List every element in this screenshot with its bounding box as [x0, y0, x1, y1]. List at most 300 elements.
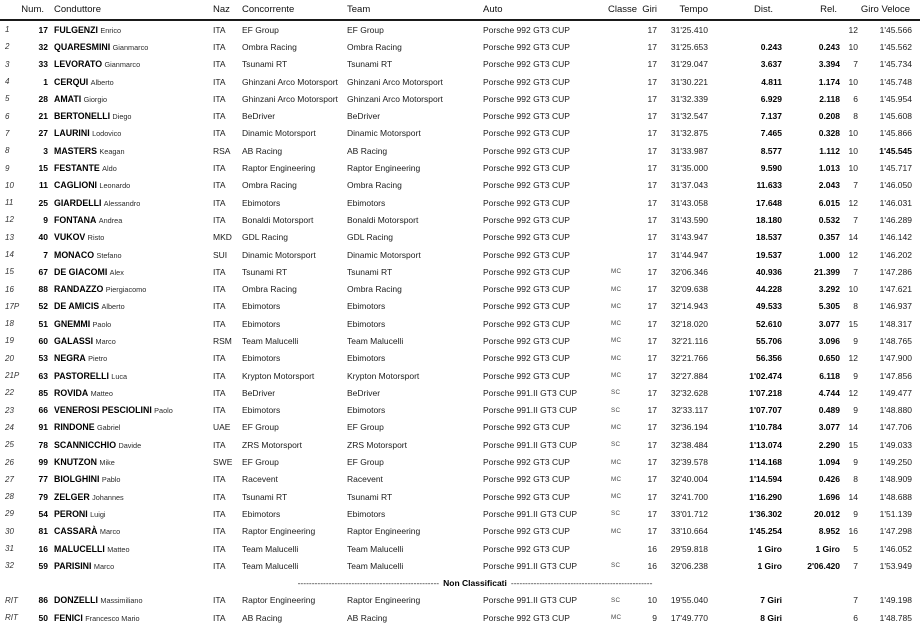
- total-time-cell: 31'43.058: [670, 197, 708, 208]
- laps-cell: 17: [647, 474, 657, 485]
- interval-cell: 0.357: [818, 232, 840, 243]
- table-row: [0, 315, 920, 332]
- interval-cell: 1.112: [819, 145, 840, 156]
- gap-cell: 1'10.784: [749, 422, 782, 433]
- gap-cell: 1'14.594: [749, 474, 782, 485]
- laps-cell: 17: [647, 41, 657, 52]
- interval-cell: 1.094: [818, 457, 840, 468]
- driver-surname: NEGRA: [54, 353, 86, 364]
- fastest-lap-time-cell: 1'48.909: [879, 474, 912, 485]
- position-cell: 12: [5, 215, 14, 225]
- car-cell: Porsche 992 GT3 CUP: [483, 24, 570, 35]
- interval-cell: 4.744: [818, 387, 840, 398]
- car-number-cell: 33: [38, 59, 48, 70]
- driver-surname: MASTERS: [54, 145, 98, 156]
- separator-label: Non Classificati: [443, 578, 507, 589]
- table-row: [0, 557, 920, 574]
- gap-cell: 0.243: [760, 41, 782, 52]
- total-time-cell: 31'32.339: [670, 93, 708, 104]
- laps-cell: 17: [647, 526, 657, 537]
- entrant-cell: EF Group: [242, 457, 279, 468]
- driver-cell: [48, 457, 213, 467]
- laps-cell: 17: [647, 266, 657, 277]
- driver-firstname: Alessandro: [103, 198, 141, 208]
- total-time-cell: 32'18.020: [670, 318, 708, 329]
- entrant-cell: Raptor Engineering: [242, 526, 316, 537]
- fastest-lap-lap-cell: 9: [853, 508, 858, 519]
- laps-cell: 17: [647, 145, 657, 156]
- fastest-lap-time-cell: 1'45.748: [879, 76, 912, 87]
- team-cell: EF Group: [347, 457, 384, 468]
- driver-surname: SCANNICCHIO: [54, 439, 117, 450]
- table-row: [0, 402, 920, 419]
- gap-cell: 1'13.074: [749, 439, 782, 450]
- nationality-cell: ITA: [213, 128, 226, 139]
- fastest-lap-time-cell: 1'48.317: [879, 318, 912, 329]
- car-number-cell: 21: [38, 111, 48, 122]
- nationality-cell: ITA: [213, 93, 226, 104]
- gap-cell: 9.590: [760, 163, 782, 174]
- gap-cell: 8.577: [760, 145, 782, 156]
- nationality-cell: RSA: [213, 145, 231, 156]
- car-number-cell: 50: [38, 612, 48, 623]
- interval-cell: 3.077: [818, 318, 840, 329]
- team-cell: Ombra Racing: [347, 284, 402, 295]
- position-cell: 26: [5, 457, 14, 467]
- total-time-cell: 32'32.628: [670, 387, 708, 398]
- total-time-cell: 31'30.221: [670, 76, 708, 87]
- gap-cell: 8 Giri: [760, 612, 782, 623]
- nationality-cell: ITA: [213, 197, 226, 208]
- car-cell: Porsche 992 GT3 CUP: [483, 543, 570, 554]
- nationality-cell: ITA: [213, 266, 226, 277]
- driver-firstname: Alex: [109, 267, 124, 277]
- entrant-cell: GDL Racing: [242, 232, 288, 243]
- fastest-lap-lap-cell: 7: [853, 560, 858, 571]
- car-number-cell: 99: [38, 457, 48, 468]
- laps-cell: 10: [647, 595, 657, 606]
- driver-firstname: Giorgio: [83, 94, 108, 104]
- driver-surname: PERONI: [54, 508, 88, 519]
- table-row: [0, 280, 920, 297]
- car-cell: Porsche 992 GT3 CUP: [483, 457, 570, 468]
- driver-cell: [48, 232, 213, 242]
- driver-surname: DE AMICIS: [54, 301, 100, 312]
- interval-cell: 1.174: [818, 76, 840, 87]
- fastest-lap-lap-cell: 12: [848, 249, 858, 260]
- car-cell: Porsche 991.II GT3 CUP: [483, 595, 578, 606]
- entrant-cell: Tsunami RT: [242, 59, 288, 70]
- table-row: [0, 142, 920, 159]
- gap-cell: 1'07.707: [749, 405, 782, 416]
- team-cell: Tsunami RT: [347, 491, 393, 502]
- car-cell: Porsche 992 GT3 CUP: [483, 422, 570, 433]
- entrant-cell: Ombra Racing: [242, 41, 297, 52]
- total-time-cell: 32'09.638: [670, 284, 708, 295]
- driver-firstname: Alberto: [101, 302, 125, 312]
- fastest-lap-time-cell: 1'45.866: [879, 128, 912, 139]
- car-number-cell: 63: [38, 370, 48, 381]
- entrant-cell: Team Malucelli: [242, 560, 299, 571]
- fastest-lap-lap-cell: 15: [848, 318, 858, 329]
- driver-cell: [48, 422, 213, 432]
- class-cell: MC: [611, 354, 622, 362]
- driver-firstname: Gabriel: [96, 423, 121, 433]
- car-cell: Porsche 992 GT3 CUP: [483, 491, 570, 502]
- driver-cell: [48, 561, 213, 571]
- team-cell: Tsunami RT: [347, 59, 393, 70]
- driver-firstname: Piergiacomo: [105, 285, 147, 295]
- team-cell: Krypton Motorsport: [347, 370, 420, 381]
- driver-cell: [48, 180, 213, 190]
- entrant-cell: Ebimotors: [242, 197, 281, 208]
- position-cell: 30: [5, 526, 14, 536]
- driver-firstname: Lodovico: [92, 129, 122, 139]
- interval-cell: 5.305: [818, 301, 840, 312]
- car-cell: Porsche 992 GT3 CUP: [483, 249, 570, 260]
- fastest-lap-time-cell: 1'53.949: [879, 560, 912, 571]
- total-time-cell: 32'40.004: [670, 474, 708, 485]
- interval-cell: 6.015: [818, 197, 840, 208]
- driver-cell: [48, 59, 213, 69]
- team-cell: Dinamic Motorsport: [347, 249, 421, 260]
- header-rel: Rel.: [820, 4, 837, 15]
- gap-cell: 52.610: [756, 318, 782, 329]
- driver-firstname: Matteo: [90, 388, 113, 398]
- fastest-lap-time-cell: 1'45.545: [879, 145, 912, 156]
- total-time-cell: 33'01.712: [670, 508, 708, 519]
- gap-cell: 56.356: [756, 353, 782, 364]
- class-cell: MC: [611, 475, 622, 483]
- driver-surname: KNUTZON: [54, 457, 98, 468]
- driver-cell: [48, 25, 213, 35]
- driver-firstname: Aldo: [102, 164, 117, 174]
- entrant-cell: AB Racing: [242, 145, 283, 156]
- entrant-cell: Raptor Engineering: [242, 163, 316, 174]
- entrant-cell: Ghinzani Arco Motorsport: [242, 76, 338, 87]
- header-classe: Classe: [608, 4, 638, 15]
- interval-cell: 1 Giro: [815, 543, 840, 554]
- gap-cell: 1'45.254: [749, 526, 782, 537]
- driver-cell: [48, 544, 213, 554]
- gap-cell: 49.533: [756, 301, 782, 312]
- driver-cell: [48, 319, 213, 329]
- table-row: [0, 505, 920, 522]
- car-number-cell: 7: [43, 249, 48, 260]
- table-row: [0, 211, 920, 228]
- nationality-cell: UAE: [213, 422, 231, 433]
- nationality-cell: ITA: [213, 214, 226, 225]
- entrant-cell: Team Malucelli: [242, 335, 299, 346]
- total-time-cell: 31'25.653: [670, 41, 708, 52]
- driver-firstname: Enrico: [100, 25, 122, 35]
- car-number-cell: 78: [38, 439, 48, 450]
- header-tempo: Tempo: [679, 4, 708, 15]
- car-cell: Porsche 992 GT3 CUP: [483, 526, 570, 537]
- entrant-cell: Dinamic Motorsport: [242, 128, 316, 139]
- position-cell: 3: [5, 59, 10, 69]
- laps-cell: 17: [647, 318, 657, 329]
- total-time-cell: 32'27.884: [670, 370, 708, 381]
- car-cell: Porsche 992 GT3 CUP: [483, 163, 570, 174]
- table-row: [0, 419, 920, 436]
- fastest-lap-time-cell: 1'47.298: [879, 526, 912, 537]
- entrant-cell: Racevent: [242, 474, 278, 485]
- interval-cell: 0.426: [818, 474, 840, 485]
- team-cell: Ebimotors: [347, 508, 386, 519]
- fastest-lap-time-cell: 1'48.688: [879, 491, 912, 502]
- nationality-cell: ITA: [213, 180, 226, 191]
- driver-cell: [48, 77, 213, 87]
- class-cell: MC: [611, 285, 622, 293]
- driver-cell: [48, 336, 213, 346]
- driver-cell: [48, 42, 213, 52]
- driver-cell: [48, 94, 213, 104]
- fastest-lap-lap-cell: 16: [848, 526, 858, 537]
- fastest-lap-lap-cell: 7: [853, 59, 858, 70]
- driver-cell: [48, 250, 213, 260]
- car-cell: Porsche 992 GT3 CUP: [483, 612, 570, 623]
- fastest-lap-time-cell: 1'46.202: [879, 249, 912, 260]
- car-number-cell: 86: [38, 595, 48, 606]
- table-row: [0, 125, 920, 142]
- driver-firstname: Davide: [118, 440, 142, 450]
- driver-surname: VUKOV: [54, 232, 86, 243]
- fastest-lap-lap-cell: 10: [848, 284, 858, 295]
- laps-cell: 17: [647, 214, 657, 225]
- driver-cell: [48, 215, 213, 225]
- fastest-lap-lap-cell: 12: [848, 24, 858, 35]
- nationality-cell: ITA: [213, 508, 226, 519]
- total-time-cell: 31'32.547: [670, 111, 708, 122]
- interval-cell: 21.399: [814, 266, 840, 277]
- driver-firstname: Diego: [112, 112, 132, 122]
- entrant-cell: Bonaldi Motorsport: [242, 214, 314, 225]
- nationality-cell: ITA: [213, 284, 226, 295]
- car-number-cell: 88: [38, 284, 48, 295]
- car-cell: Porsche 992 GT3 CUP: [483, 370, 570, 381]
- table-row: [0, 90, 920, 107]
- position-cell: 15: [5, 267, 14, 277]
- car-number-cell: 9: [43, 214, 48, 225]
- total-time-cell: 32'21.766: [670, 353, 708, 364]
- separator-dashes-right: --------------------------------------------------: [510, 578, 653, 589]
- fastest-lap-time-cell: 1'45.717: [879, 163, 912, 174]
- interval-cell: 1.000: [818, 249, 840, 260]
- gap-cell: 6.929: [760, 93, 782, 104]
- gap-cell: 4.811: [761, 76, 782, 87]
- driver-surname: MALUCELLI: [54, 543, 105, 554]
- driver-firstname: Gianmarco: [112, 42, 149, 52]
- gap-cell: 44.228: [756, 284, 782, 295]
- position-cell: RIT: [5, 595, 18, 605]
- car-number-cell: 11: [39, 180, 48, 191]
- driver-firstname: Marco: [93, 561, 115, 571]
- car-cell: Porsche 992 GT3 CUP: [483, 128, 570, 139]
- fastest-lap-lap-cell: 12: [848, 387, 858, 398]
- team-cell: Racevent: [347, 474, 383, 485]
- laps-cell: 17: [647, 508, 657, 519]
- team-cell: EF Group: [347, 422, 384, 433]
- total-time-cell: 32'06.238: [670, 560, 708, 571]
- gap-cell: 1'02.474: [749, 370, 782, 381]
- driver-surname: VENEROSI PESCIOLINI: [54, 405, 152, 416]
- total-time-cell: 32'21.116: [671, 335, 708, 346]
- driver-firstname: Pablo: [101, 475, 121, 485]
- total-time-cell: 19'55.040: [670, 595, 708, 606]
- car-cell: Porsche 992 GT3 CUP: [483, 214, 570, 225]
- interval-cell: 3.394: [818, 59, 840, 70]
- driver-cell: [48, 128, 213, 138]
- team-cell: Bonaldi Motorsport: [347, 214, 419, 225]
- fastest-lap-lap-cell: 7: [853, 266, 858, 277]
- nationality-cell: ITA: [213, 111, 226, 122]
- total-time-cell: 31'33.987: [670, 145, 708, 156]
- position-cell: 32: [5, 561, 14, 571]
- table-row: [0, 229, 920, 246]
- car-cell: Porsche 992 GT3 CUP: [483, 111, 570, 122]
- total-time-cell: 32'41.700: [670, 491, 708, 502]
- fastest-lap-time-cell: 1'49.033: [879, 439, 912, 450]
- total-time-cell: 31'44.947: [670, 249, 708, 260]
- nationality-cell: ITA: [213, 318, 226, 329]
- driver-firstname: Matteo: [107, 544, 130, 554]
- position-cell: 19: [5, 336, 14, 346]
- driver-surname: GNEMMI: [54, 318, 91, 329]
- team-cell: Ghinzani Arco Motorsport: [347, 76, 443, 87]
- entrant-cell: Team Malucelli: [242, 543, 299, 554]
- header-naz: Naz: [213, 4, 230, 15]
- driver-cell: [48, 492, 213, 502]
- header-dist: Dist.: [754, 4, 773, 15]
- table-row: [0, 298, 920, 315]
- position-cell: 28: [5, 492, 14, 502]
- driver-surname: PASTORELLI: [54, 370, 109, 381]
- driver-cell: [48, 509, 213, 519]
- position-cell: 16: [5, 284, 14, 294]
- fastest-lap-lap-cell: 8: [853, 111, 858, 122]
- total-time-cell: 32'38.484: [670, 439, 708, 450]
- driver-cell: [48, 111, 213, 121]
- position-cell: 18: [5, 319, 14, 329]
- driver-surname: QUARESMINI: [54, 41, 111, 52]
- laps-cell: 17: [647, 24, 657, 35]
- entrant-cell: Tsunami RT: [242, 491, 288, 502]
- driver-cell: [48, 595, 213, 605]
- gap-cell: 1'16.290: [749, 491, 782, 502]
- driver-surname: BERTONELLI: [54, 111, 111, 122]
- car-cell: Porsche 992 GT3 CUP: [483, 318, 570, 329]
- team-cell: Ombra Racing: [347, 41, 402, 52]
- driver-firstname: Johannes: [92, 492, 124, 502]
- laps-cell: 17: [647, 387, 657, 398]
- driver-surname: FULGENZI: [54, 24, 98, 35]
- header-conduttore: Conduttore: [54, 4, 102, 15]
- laps-cell: 17: [647, 284, 657, 295]
- driver-cell: [48, 163, 213, 173]
- nationality-cell: ITA: [213, 439, 226, 450]
- results-table-body: [0, 21, 920, 626]
- separator-dashes-left: --------------------------------------------------: [297, 578, 440, 589]
- car-cell: Porsche 991.II GT3 CUP: [483, 508, 578, 519]
- header-giro-veloce: Giro Veloce: [860, 4, 910, 15]
- gap-cell: 1'36.302: [749, 508, 782, 519]
- team-cell: Ebimotors: [347, 197, 386, 208]
- interval-cell: 0.489: [818, 405, 840, 416]
- team-cell: Team Malucelli: [347, 335, 404, 346]
- fastest-lap-time-cell: 1'49.250: [879, 457, 912, 468]
- position-cell: 1: [5, 25, 10, 35]
- entrant-cell: ZRS Motorsport: [242, 439, 302, 450]
- car-number-cell: 25: [38, 197, 48, 208]
- class-cell: SC: [611, 510, 621, 518]
- laps-cell: 16: [647, 543, 657, 554]
- total-time-cell: 32'33.117: [671, 405, 708, 416]
- driver-firstname: Andrea: [98, 215, 123, 225]
- gap-cell: 18.180: [756, 214, 782, 225]
- team-cell: Raptor Engineering: [347, 526, 421, 537]
- car-number-cell: 81: [38, 526, 48, 537]
- driver-cell: [48, 613, 213, 623]
- driver-cell: [48, 371, 213, 381]
- car-number-cell: 79: [38, 491, 48, 502]
- gap-cell: 1 Giro: [757, 543, 782, 554]
- interval-cell: 0.328: [818, 128, 840, 139]
- laps-cell: 17: [647, 163, 657, 174]
- position-cell: 2: [5, 42, 10, 52]
- car-number-cell: 32: [38, 41, 48, 52]
- fastest-lap-lap-cell: 9: [853, 405, 858, 416]
- fastest-lap-time-cell: 1'46.142: [879, 232, 912, 243]
- nationality-cell: ITA: [213, 526, 226, 537]
- car-cell: Porsche 991.II GT3 CUP: [483, 405, 578, 416]
- car-number-cell: 53: [38, 353, 48, 364]
- position-cell: 13: [5, 232, 14, 242]
- car-number-cell: 66: [38, 405, 48, 416]
- nationality-cell: ITA: [213, 387, 226, 398]
- car-number-cell: 51: [38, 318, 48, 329]
- driver-firstname: Leonardo: [99, 181, 131, 191]
- total-time-cell: 32'06.346: [670, 266, 708, 277]
- nationality-cell: ITA: [213, 163, 226, 174]
- gap-cell: 1'14.168: [749, 457, 782, 468]
- class-cell: SC: [611, 596, 621, 604]
- fastest-lap-time-cell: 1'49.477: [879, 387, 912, 398]
- team-cell: Team Malucelli: [347, 543, 404, 554]
- interval-cell: 0.650: [818, 353, 840, 364]
- car-number-cell: 52: [38, 301, 48, 312]
- interval-cell: 3.077: [818, 422, 840, 433]
- fastest-lap-lap-cell: 12: [848, 197, 858, 208]
- laps-cell: 17: [647, 370, 657, 381]
- driver-firstname: Paolo: [92, 319, 112, 329]
- driver-firstname: Pietro: [88, 354, 108, 364]
- position-cell: 6: [5, 111, 10, 121]
- table-row: [0, 367, 920, 384]
- team-cell: Ebimotors: [347, 301, 386, 312]
- driver-surname: RINDONE: [54, 422, 95, 433]
- header-row: [0, 0, 920, 21]
- nationality-cell: ITA: [213, 353, 226, 364]
- team-cell: BeDriver: [347, 111, 381, 122]
- nationality-cell: ITA: [213, 474, 226, 485]
- driver-cell: [48, 474, 213, 484]
- car-cell: Porsche 992 GT3 CUP: [483, 59, 570, 70]
- gap-cell: 1 Giro: [757, 560, 782, 571]
- interval-cell: 1.696: [818, 491, 840, 502]
- header-num: Num.: [21, 4, 44, 15]
- total-time-cell: 32'14.943: [670, 301, 708, 312]
